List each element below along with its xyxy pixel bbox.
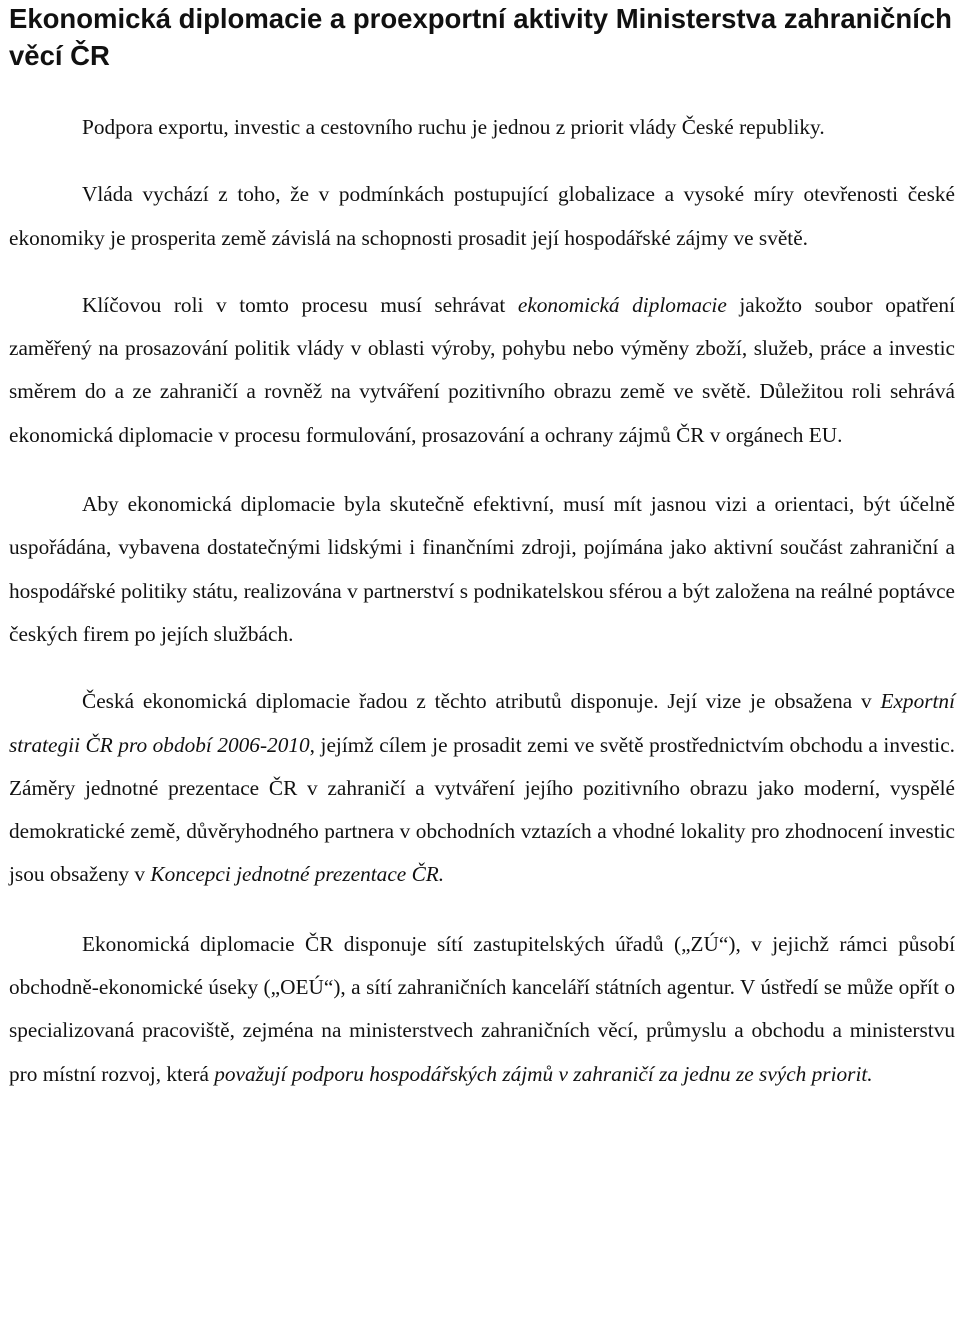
paragraph-text: Klíčovou roli v tomto procesu musí sehrávat (82, 292, 518, 317)
document-page (9, 0, 955, 1096)
paragraph-export-priority (9, 106, 955, 149)
italic-priority-statement: považují podporu hospodářských zájmů v zahraničí za jednu ze svých priorit. (214, 1061, 873, 1086)
paragraph-text: Aby ekonomická diplomacie byla skutečně efektivní, musí mít jasnou vizi a orientaci, být účelně uspořádána, vybavena dostatečnými lidskými i finančními zdroji, pojímána jako aktivní součást zahraniční a hospodářské politiky státu, realizována v partnerství s podnikatelskou sférou a být založena na reálné poptávce českých firem po jejích službách. (9, 492, 955, 646)
italic-concept-title: Koncepci jednotné prezentace ČR. (150, 862, 445, 887)
document-title: Ekonomická diplomacie a proexportní aktivity Ministerstva zahraničních věcí ČR (9, 3, 952, 71)
paragraph-text: , jejímž cílem je prosadit zemi ve světě prostřednictvím obchodu a investic. Záměry jednotné prezentace ČR v zahraničí a vytváření jejího pozitivního obrazu jako moderní, vyspělé demokratické země, důvěryhodného partnera v obchodních vztazích a vhodné lokality pro zhodnocení investic jsou obsaženy v (9, 732, 956, 887)
paragraph-globalization (9, 173, 955, 260)
paragraph-effectiveness (9, 483, 955, 656)
paragraph-text: Podpora exportu, investic a cestovního ruchu je jednou z priorit vlády České republiky. (82, 115, 825, 139)
italic-strategy-title: Exportní strategii ČR pro období 2006-2010 (9, 689, 955, 757)
paragraph-economic-diplomacy-role (9, 284, 955, 457)
paragraph-text: Ekonomická diplomacie ČR disponuje sítí zastupitelských úřadů („ZÚ“), v jejichž rámci působí obchodně-ekonomické úseky („OEÚ“), a sítí zahraničních kanceláří státních agentur. V ústředí se může opřít o specializovaná pracoviště, zejména na ministerstvech zahraničních věcí, průmyslu a obchodu a ministerstvu pro místní rozvoj, která (9, 931, 955, 1086)
paragraph-text: jakožto soubor opatření zaměřený na prosazování politik vlády v oblasti výroby, pohybu nebo výměny zboží, služeb, práce a investic směrem do a ze zahraničí a rovněž na vytváření pozitivního obrazu země ve světě. Důležitou roli sehrává ekonomická diplomacie v procesu formulování, prosazování a ochrany zájmů ČR v orgánech EU. (9, 292, 955, 447)
paragraph-network (9, 923, 955, 1096)
paragraph-text: Vláda vychází z toho, že v podmínkách postupující globalizace a vysoké míry otevřenosti české ekonomiky je prosperita země závislá na schopnosti prosadit její hospodářské zájmy ve světě. (9, 182, 955, 250)
paragraph-export-strategy (9, 680, 955, 896)
paragraph-text: Česká ekonomická diplomacie řadou z těchto atributů disponuje. Její vize je obsažena v (82, 689, 881, 714)
italic-term: ekonomická diplomacie (517, 292, 727, 317)
